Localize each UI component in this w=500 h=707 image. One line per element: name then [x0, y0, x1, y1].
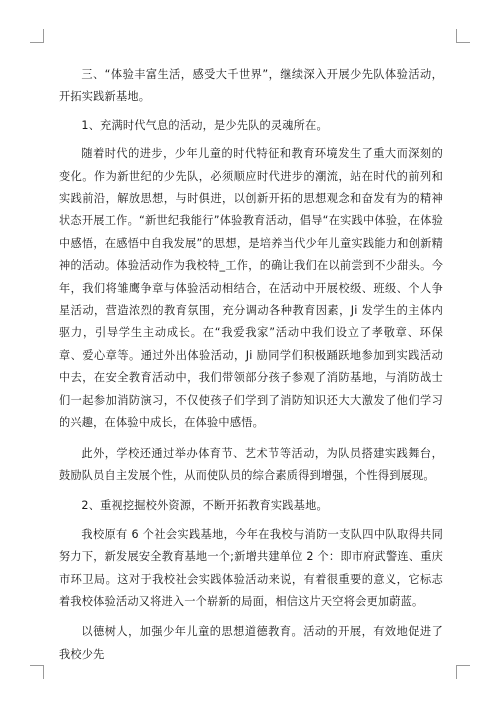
crop-mark-bottom-left: [30, 665, 44, 679]
subsection-heading-2: 2、重视挖掘校外资源，不断开拓教育实践基地。: [81, 499, 328, 513]
document-body: [59, 64, 443, 688]
crop-mark-top-left: [30, 29, 44, 43]
body-paragraph: 以德树人，加强少年儿童的思想道德教育。活动的开展，有效地促进了我校少先: [59, 625, 443, 661]
subsection-heading-1: 1、充满时代气息的活动，是少先队的灵魂所在。: [81, 118, 328, 132]
section-heading: 三、“体验丰富生活，感受大千世界”，继续深入开展少先队体验活动，开拓实践新基地。: [59, 68, 443, 104]
crop-mark-bottom-right: [456, 665, 470, 679]
body-paragraph: 随着时代的进步，少年儿童的时代特征和教育环境发生了重大而深刻的变化。作为新世纪的少先队，必须顺应时代进步的潮流，站在时代的前列和实践前沿，解放思想，与时俱进，以创新开拓的思想观念和奋发有为的精神状态开展工作。“新世纪我能行”体验教育活动，倡导“在实践中体验，在体验中感悟，在感悟中自我发展”的思想，是培养当代少年儿童实践能力和创新精神的活动。体验活动作为我校特_工作，的确让我们在以前尝到不少甜头。今年，我们将雏鹰争章与体验活动相结合，在活动中开展校级、班级、个人争星活动，营造浓烈的教育氛围，充分调动各种教育因素，Ji 发学生的主体内驱力，引导学生主动成长。在“我爱我家”活动中我们设立了孝敬章、环保章、爱心章等。通过外出体验活动，Ji 励同学们积极踊跃地参加到实践活动中去，在安全教育活动中，我们带领部分孩子参观了消防基地，与消防战士们一起参加消防演习，不仅使孩子们学到了消防知识还大大激发了他们学习的兴趣，在体验中成长，在体验中感悟。: [59, 147, 443, 430]
body-paragraph: 此外，学校还通过举办体育节、艺术节等活动，为队员搭建实践舞台，鼓励队员自主发展个性，从而使队员的综合素质得到增强，个性得到展现。: [59, 446, 443, 482]
crop-mark-top-right: [456, 29, 470, 43]
body-paragraph: 我校原有 6 个社会实践基地，今年在我校与消防一支队四中队取得共同努力下，新发展安全教育基地一个;新增共建单位 2 个：即市府武警连、重庆市环卫局。这对于我校社会实践体验活动来说，有着很重要的意义，它标志着我校体验活动又将进入一个崭新的局面，相信这片天空将会更加蔚蓝。: [59, 527, 443, 608]
